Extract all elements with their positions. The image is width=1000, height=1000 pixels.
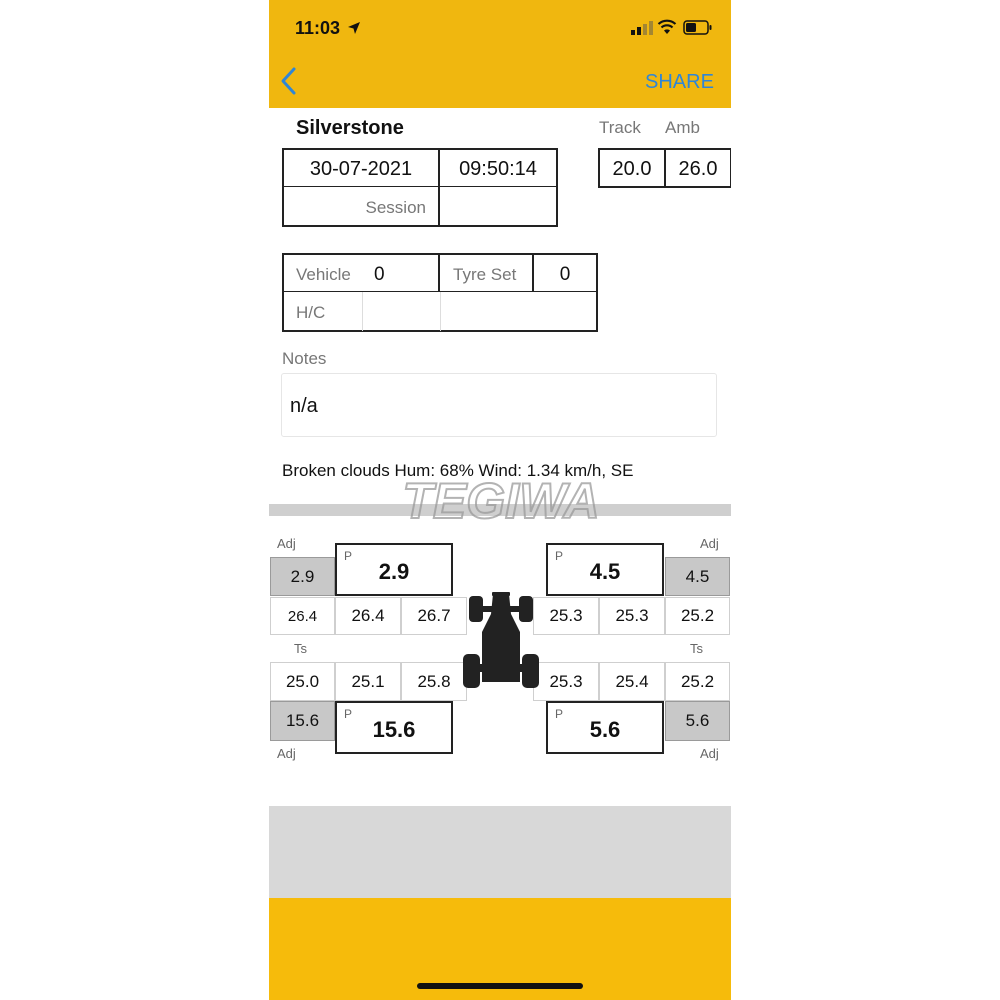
fr-adj-label: Adj [700,536,719,551]
rr-temp-outer[interactable]: 25.2 [665,662,730,701]
signal-icon [631,21,653,35]
amb-temp-value: 26.0 [678,158,718,180]
wifi-icon [657,19,677,35]
fl-pressure-value: 2.9 [378,559,410,584]
home-indicator[interactable] [417,983,583,989]
fr-temp-middle[interactable]: 25.3 [599,597,665,635]
notes-value: n/a [290,395,318,417]
rl-pressure-box[interactable] [335,701,453,754]
time-field[interactable] [438,148,558,188]
app-header [269,0,731,108]
session-label-cell [282,186,440,227]
rr-pressure-value: 5.6 [589,717,621,742]
hc-label: H/C [296,303,326,322]
track-temp-field[interactable] [598,148,666,188]
share-button[interactable]: SHARE [645,71,714,93]
session-label: Session [365,198,426,217]
empty-grey-panel [269,806,731,898]
rl-pressure-value: 15.6 [372,717,416,742]
track-name: Silverstone [296,117,404,139]
notes-label: Notes [282,349,327,368]
fr-temp-inner[interactable]: 25.3 [533,597,599,635]
fl-temp-middle[interactable]: 26.4 [335,597,401,635]
time-value: 09:50:14 [459,158,537,180]
rl-p-label: P [344,707,353,721]
vehicle-value: 0 [374,264,385,285]
weather-summary: Broken clouds Hum: 68% Wind: 1.34 km/h, SE [282,461,634,480]
fr-pressure-value: 4.5 [589,559,621,584]
date-value: 30-07-2021 [309,158,413,180]
fl-adj-label: Adj [277,536,296,551]
rr-p-label: P [555,707,564,721]
rr-temp-middle[interactable]: 25.4 [599,662,665,701]
fl-p-label: P [344,549,353,563]
rl-adj-value[interactable]: 15.6 [270,701,335,741]
battery-icon [683,20,713,35]
rr-temp-inner[interactable]: 25.3 [533,662,599,701]
watermark-text: TEGIWA [402,476,600,526]
fr-temp-outer[interactable]: 25.2 [665,597,730,635]
hc-row [282,291,598,332]
fl-adj-value[interactable]: 2.9 [270,557,335,596]
car-top-view-icon [463,592,539,690]
hc-divider-2 [440,292,441,331]
fr-adj-value[interactable]: 4.5 [665,557,730,596]
fr-pressure-box[interactable] [546,543,664,596]
date-field[interactable] [282,148,440,188]
tyre-set-label-cell [438,253,534,293]
rr-pressure-box[interactable] [546,701,664,754]
hc-divider-1 [362,292,363,331]
phone-screen [269,0,731,1000]
rr-adj-label: Adj [700,746,719,761]
notes-field[interactable] [281,373,717,437]
fl-temp-inner[interactable]: 26.7 [401,597,467,635]
rl-temp-outer[interactable]: 25.0 [270,662,335,701]
vehicle-field[interactable] [282,253,440,293]
fl-pressure-box[interactable] [335,543,453,596]
amb-temp-label: Amb [665,118,700,137]
back-chevron-icon[interactable] [277,66,301,96]
track-temp-label: Track [599,118,641,137]
session-field[interactable] [438,186,558,227]
tyre-set-label: Tyre Set [453,265,517,284]
fr-p-label: P [555,549,564,563]
rl-temp-middle[interactable]: 25.1 [335,662,401,701]
tyre-set-value: 0 [559,264,571,285]
fl-temp-outer[interactable]: 26.4 [270,597,335,635]
amb-temp-field[interactable] [664,148,731,188]
tegiwa-watermark-logo [351,476,651,526]
location-arrow-icon [347,21,361,35]
status-time: 11:03 [295,18,341,38]
track-temp-value: 20.0 [612,158,652,180]
vehicle-label: Vehicle [296,265,351,284]
tyre-set-field[interactable] [532,253,598,293]
rr-adj-value[interactable]: 5.6 [665,701,730,741]
left-ts-label: Ts [294,641,307,656]
right-ts-label: Ts [690,641,703,656]
rl-temp-inner[interactable]: 25.8 [401,662,467,701]
rl-adj-label: Adj [277,746,296,761]
